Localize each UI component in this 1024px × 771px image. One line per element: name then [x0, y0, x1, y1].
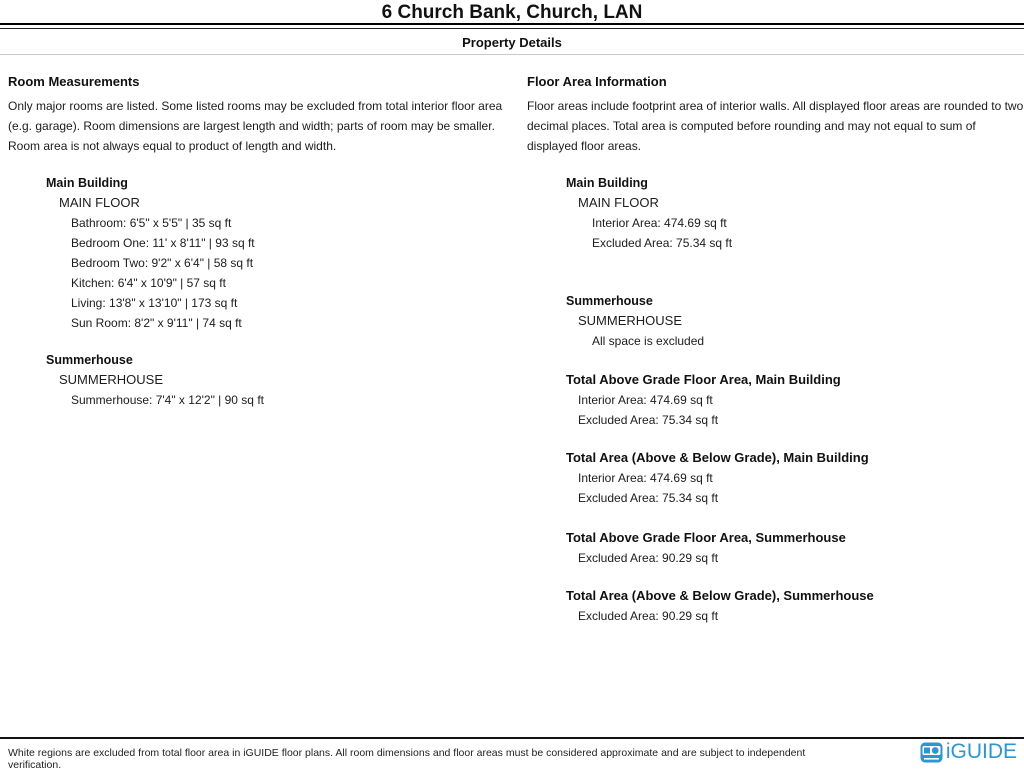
building-name: Main Building	[566, 176, 648, 190]
total-above-below-summerhouse	[527, 586, 1024, 626]
total-entry: Interior Area: 474.69 sq ft	[578, 471, 713, 485]
building-name: Main Building	[46, 176, 128, 190]
iguide-camera-icon	[920, 742, 943, 763]
building-area-group-summerhouse	[527, 291, 1024, 351]
building-group-main	[8, 173, 514, 333]
floor-area-information-section	[527, 74, 1024, 626]
floor-name: SUMMERHOUSE	[578, 313, 683, 328]
room-measurements-section	[8, 74, 514, 410]
total-title: Total Area (Above & Below Grade), Summerhouse	[566, 588, 874, 603]
section-heading: Room Measurements	[8, 74, 140, 89]
section-description: Floor areas include footprint area of interior walls. All displayed floor areas are rounded to two decimal places. Total area is computed before rounding and may not equal to sum of displayed floor areas.	[527, 99, 1024, 153]
total-title: Total Area (Above & Below Grade), Main Building	[566, 450, 869, 465]
page-title: 6 Church Bank, Church, LAN	[381, 2, 643, 23]
building-name: Summerhouse	[46, 353, 133, 367]
total-entry: Interior Area: 474.69 sq ft	[578, 393, 713, 407]
total-title: Total Above Grade Floor Area, Main Building	[566, 372, 841, 387]
total-entry: Excluded Area: 90.29 sq ft	[578, 609, 719, 623]
room-entry: Bedroom Two: 9'2" x 6'4" | 58 sq ft	[71, 256, 254, 270]
footer-divider	[0, 737, 1024, 739]
room-entry: Bedroom One: 11' x 8'11" | 93 sq ft	[71, 236, 255, 250]
area-entry: All space is excluded	[592, 334, 705, 348]
room-entry: Kitchen: 6'4" x 10'9" | 57 sq ft	[71, 276, 226, 290]
room-entry: Summerhouse: 7'4" x 12'2" | 90 sq ft	[71, 393, 264, 407]
total-entry: Excluded Area: 75.34 sq ft	[578, 491, 719, 505]
total-entry: Excluded Area: 90.29 sq ft	[578, 551, 719, 565]
room-entry: Living: 13'8" x 13'10" | 173 sq ft	[71, 296, 238, 310]
floor-name: SUMMERHOUSE	[59, 372, 164, 387]
total-title: Total Above Grade Floor Area, Summerhouse	[566, 530, 846, 545]
area-entry: Interior Area: 474.69 sq ft	[592, 216, 727, 230]
building-area-group-main	[527, 173, 1024, 253]
subtitle-divider	[0, 54, 1024, 55]
floor-name: MAIN FLOOR	[59, 195, 140, 210]
total-above-grade-summerhouse	[527, 528, 1024, 568]
area-entry: Excluded Area: 75.34 sq ft	[592, 236, 733, 250]
building-name: Summerhouse	[566, 294, 653, 308]
page-subtitle: Property Details	[462, 35, 562, 50]
total-entry: Excluded Area: 75.34 sq ft	[578, 413, 719, 427]
title-divider	[0, 23, 1024, 29]
room-entry: Sun Room: 8'2" x 9'11" | 74 sq ft	[71, 316, 242, 330]
total-above-grade-main	[527, 370, 1024, 430]
iguide-logo-text: iGUIDE	[945, 740, 1017, 763]
iguide-logo	[920, 740, 1017, 764]
footer-disclaimer: White regions are excluded from total floor area in iGUIDE floor plans. All room dimensions and floor areas must be considered approximate and are subject to independent verification.	[8, 747, 806, 771]
total-above-below-main	[527, 448, 1024, 508]
section-heading: Floor Area Information	[527, 74, 667, 89]
building-group-summerhouse	[8, 350, 514, 410]
section-description: Only major rooms are listed. Some listed rooms may be excluded from total interior floor area (e.g. garage). Room dimensions are largest length and width; parts of room may be smaller. Room area is not always equal to product of length and width.	[8, 99, 503, 153]
floor-name: MAIN FLOOR	[578, 195, 659, 210]
room-entry: Bathroom: 6'5" x 5'5" | 35 sq ft	[71, 216, 232, 230]
